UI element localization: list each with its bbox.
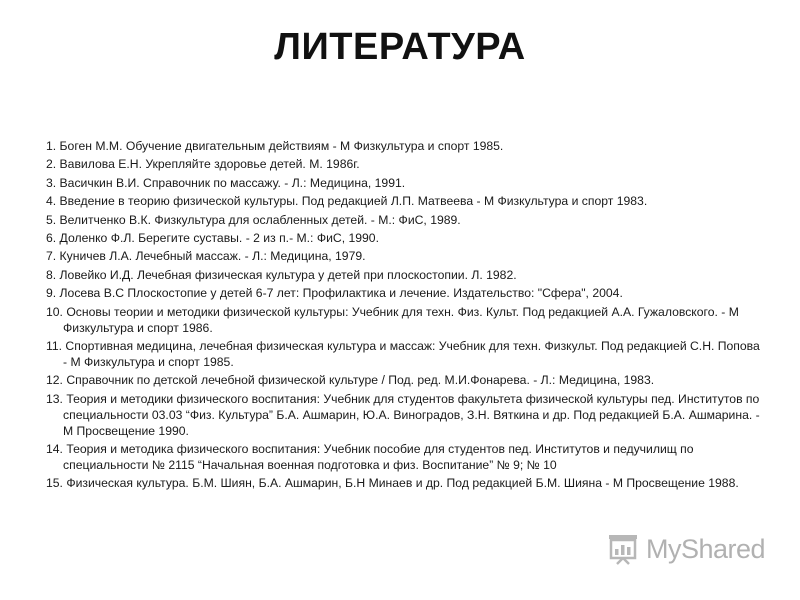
reference-list [46,138,766,494]
reference-item: 14. Теория и методика физического воспитания: Учебник пособие для студентов пед. Институтов и педучилищ по специальности № 2115 “Начальная военная подготовка и физ. Воспитание” № 9; № 10 [46,442,694,473]
reference-item: 1. Боген М.М. Обучение двигательным действиям - М Физкультура и спорт 1985. [46,139,504,153]
reference-item: 2. Вавилова Е.Н. Укрепляйте здоровье детей. М. 1986г. [46,157,360,172]
watermark-logo [606,532,765,566]
reference-item: 6. Доленко Ф.Л. Берегите суставы. - 2 из п.- М.: ФиС, 1990. [46,230,379,245]
reference-item: 15. Физическая культура. Б.М. Шиян, Б.А. Ашмарин, Б.Н Минаев и др. Под редакцией Б.М. Шияна - М Просвещение 1988. [46,476,739,491]
watermark-text: MyShared [646,533,766,564]
reference-item: 7. Куничев Л.А. Лечебный массаж. - Л.: Медицина, 1979. [46,249,366,264]
reference-item: 10. Основы теории и методики физической культуры: Учебник для техн. Физ. Культ. Под редакцией А.А. Гужаловского. - М Физкультура и спорт 1986. [46,304,739,335]
reference-item: 13. Теория и методики физического воспитания: Учебник для студентов факультета физической культуры пед. Институтов по специальности 03.03 “Физ. Культура” Б.А. Ашмарин, Ю.А. Виноградов, З.Н. Вяткина и др. Под редакцией Б.А. Ашмарина. - М Просвещение 1990. [46,391,760,438]
reference-item: 8. Ловейко И.Д. Лечебная физическая культура у детей при плоскостопии. Л. 1982. [46,267,517,282]
reference-item: 9. Лосева В.С Плоскостопие у детей 6-7 лет: Профилактика и лечение. Издательство: "Сфера", 2004. [46,286,623,301]
reference-item: 5. Велитченко В.К. Физкультура для ослабленных детей. - М.: ФиС, 1989. [46,212,461,227]
reference-item: 11. Спортивная медицина, лечебная физическая культура и массаж: Учебник для техн. Физкульт. Под редакцией С.Н. Попова - М Физкультура и спорт 1985. [46,338,760,369]
slide-title: ЛИТЕРАТУРА [274,26,526,68]
reference-item: 4. Введение в теорию физической культуры. Под редакцией Л.П. Матвеева - М Физкультура и спорт 1983. [46,194,648,209]
presentation-board-icon [606,532,640,566]
reference-item: 3. Васичкин В.И. Справочник по массажу. - Л.: Медицина, 1991. [46,175,406,190]
reference-item: 12. Справочник по детской лечебной физической культуре / Под. ред. М.И.Фонарева. - Л.: Медицина, 1983. [46,373,655,388]
